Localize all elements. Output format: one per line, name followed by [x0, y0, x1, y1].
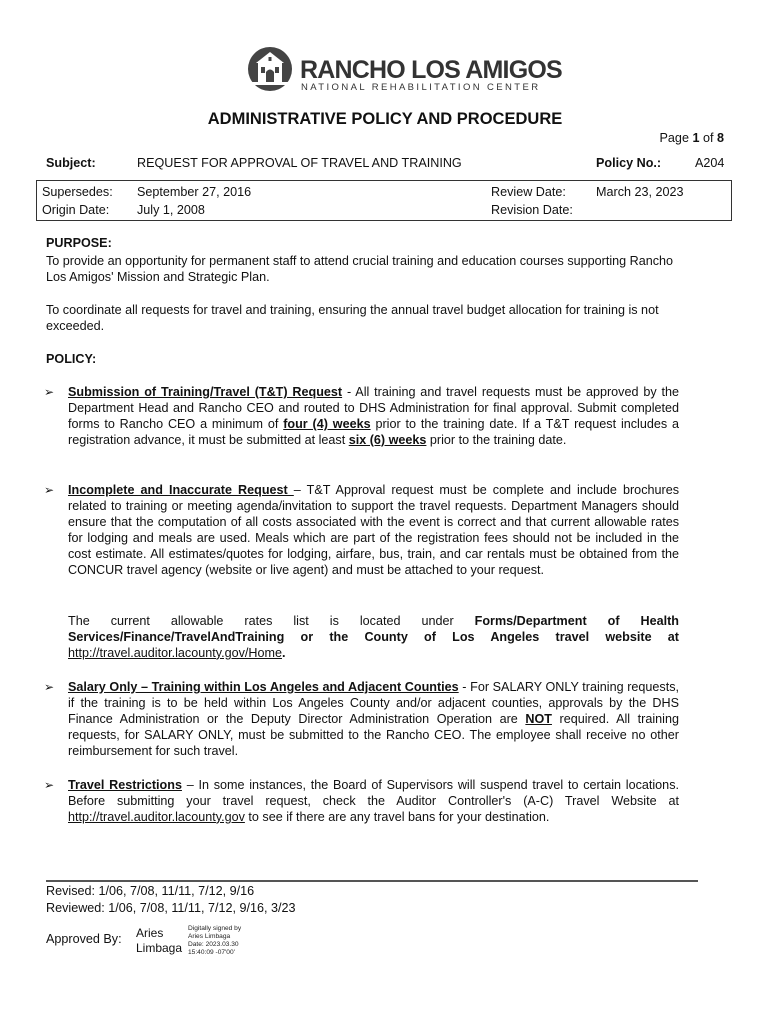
bullet-arrow-icon: ➢	[44, 680, 55, 694]
period: .	[281, 645, 286, 660]
page-of: of	[702, 131, 714, 145]
policy-item-salary-only	[68, 680, 679, 760]
review-date-label: Review Date:	[491, 185, 566, 199]
digital-signature-stamp	[188, 925, 241, 957]
review-date-value: March 23, 2023	[596, 185, 684, 199]
signature-line: 15:40:09 -07'00'	[188, 949, 235, 956]
policy-item-incomplete	[68, 483, 679, 578]
emphasis-six-weeks: six (6) weeks	[348, 432, 427, 447]
bullet-arrow-icon: ➢	[44, 778, 55, 792]
policy-item-title: Salary Only – Training within Los Angeles and Adjacent Counties	[68, 680, 459, 694]
policy-item-text: The current allowable rates list is located under	[68, 614, 475, 628]
signature-line: Aries Limbaga	[188, 933, 231, 940]
purpose-paragraph-2: To coordinate all requests for travel and training, ensuring the annual travel budget allocation for training is not exceeded.	[46, 303, 659, 333]
policy-item-text: – In some instances, the Board of Supervisors will suspend travel to certain locations. Before submitting your travel request, check the Auditor Controller's (A-C) Travel Website at	[68, 778, 679, 808]
auditor-website-link[interactable]: http://travel.auditor.lacounty.gov	[68, 809, 245, 824]
revised-dates: Revised: 1/06, 7/08, 11/11, 7/12, 9/16	[46, 884, 255, 898]
policy-item-text: prior to the training date. If a T&T request includes a registration advance, it must be submitted at least	[68, 416, 680, 447]
policy-number-value: A204	[695, 156, 725, 170]
policy-item-text: required. All training requests, for SALARY ONLY, must be submitted to the Rancho CEO. The employee shall receive no other reimbursement for such travel.	[68, 711, 679, 758]
signature-line: Date: 2023.03.30	[188, 941, 239, 948]
policy-item-title: Submission of Training/Travel (T&T) Request	[68, 385, 343, 399]
forms-location: Forms/Department of Health Services/Finance/TravelAndTraining or the County of Los Angeles travel website at	[68, 614, 680, 644]
emphasis-four-weeks: four (4) weeks	[283, 416, 371, 431]
signer-first-name: Aries	[136, 926, 164, 940]
bullet-arrow-icon: ➢	[44, 483, 55, 497]
policy-item-text: prior to the training date.	[426, 432, 567, 447]
approved-by-label: Approved By:	[46, 932, 122, 946]
logo-name: RANCHO LOS AMIGOS	[300, 56, 562, 84]
subject-label: Subject:	[46, 156, 96, 170]
emphasis-not: NOT	[525, 711, 552, 726]
page-total: 8	[716, 131, 724, 145]
policy-heading: POLICY:	[46, 352, 97, 366]
travel-website-link[interactable]: http://travel.auditor.lacounty.gov/Home	[68, 645, 282, 660]
signer-last-name: Limbaga	[136, 941, 183, 955]
policy-item-text: to see if there are any travel bans for your destination.	[244, 809, 550, 824]
signature-line: Digitally signed by	[188, 925, 242, 932]
policy-item-title: Incomplete and Inaccurate Request	[68, 483, 294, 497]
logo-subtitle: NATIONAL REHABILITATION CENTER	[301, 82, 541, 93]
footer-divider	[46, 880, 698, 882]
origin-date-value: July 1, 2008	[137, 203, 205, 217]
page-indicator	[660, 131, 724, 145]
policy-item-submission	[68, 385, 679, 449]
building-logo-icon	[244, 46, 296, 92]
supersedes-label: Supersedes:	[42, 185, 113, 199]
revision-date-label: Revision Date:	[491, 203, 573, 217]
reviewed-dates: Reviewed: 1/06, 7/08, 11/11, 7/12, 9/16, 3/23	[46, 901, 296, 915]
purpose-paragraph-1: To provide an opportunity for permanent staff to attend crucial training and education courses supporting Rancho Los Amigos' Mission and Strategic Plan.	[46, 254, 674, 284]
page-label: Page	[659, 131, 689, 145]
origin-date-label: Origin Date:	[42, 203, 110, 217]
allowable-rates-paragraph	[68, 614, 679, 662]
page-current: 1	[692, 131, 700, 145]
policy-number-label: Policy No.:	[596, 156, 662, 170]
logo	[244, 46, 562, 96]
document-title: ADMINISTRATIVE POLICY AND PROCEDURE	[207, 110, 563, 128]
policy-item-text: - For SALARY ONLY training requests, if the training is to be held within Los Angeles County and/or adjacent counties, approvals by the DHS Finance Administration or the Deputy Director Administration Operation are	[68, 680, 680, 726]
policy-item-title: Travel Restrictions	[68, 778, 182, 792]
policy-item-travel-restrictions	[68, 778, 679, 826]
subject-value: REQUEST FOR APPROVAL OF TRAVEL AND TRAINING	[137, 156, 462, 170]
supersedes-value: September 27, 2016	[137, 185, 252, 199]
purpose-heading: PURPOSE:	[46, 236, 112, 250]
policy-item-text: – T&T Approval request must be complete and include brochures related to training or meeting agenda/invitation to support the travel requests. Department Managers should ensure that the computation of all costs associated with the event is correct and that current allowable rates for lodging and meals are used. Meals which are part of the registration fees should not be included in the cost estimate. All estimates/quotes for lodging, airfare, bus, train, and car rentals must be obtained from the CONCUR travel agency (website or live agent) and must be attached to your request.	[68, 483, 679, 577]
bullet-arrow-icon: ➢	[44, 385, 55, 399]
divider	[36, 180, 732, 181]
policy-item-text: - All training and travel requests must be approved by the Department Head and Rancho CEO and routed to DHS Administration for final approval. Submit completed forms to Rancho CEO a minimum of	[68, 385, 679, 431]
